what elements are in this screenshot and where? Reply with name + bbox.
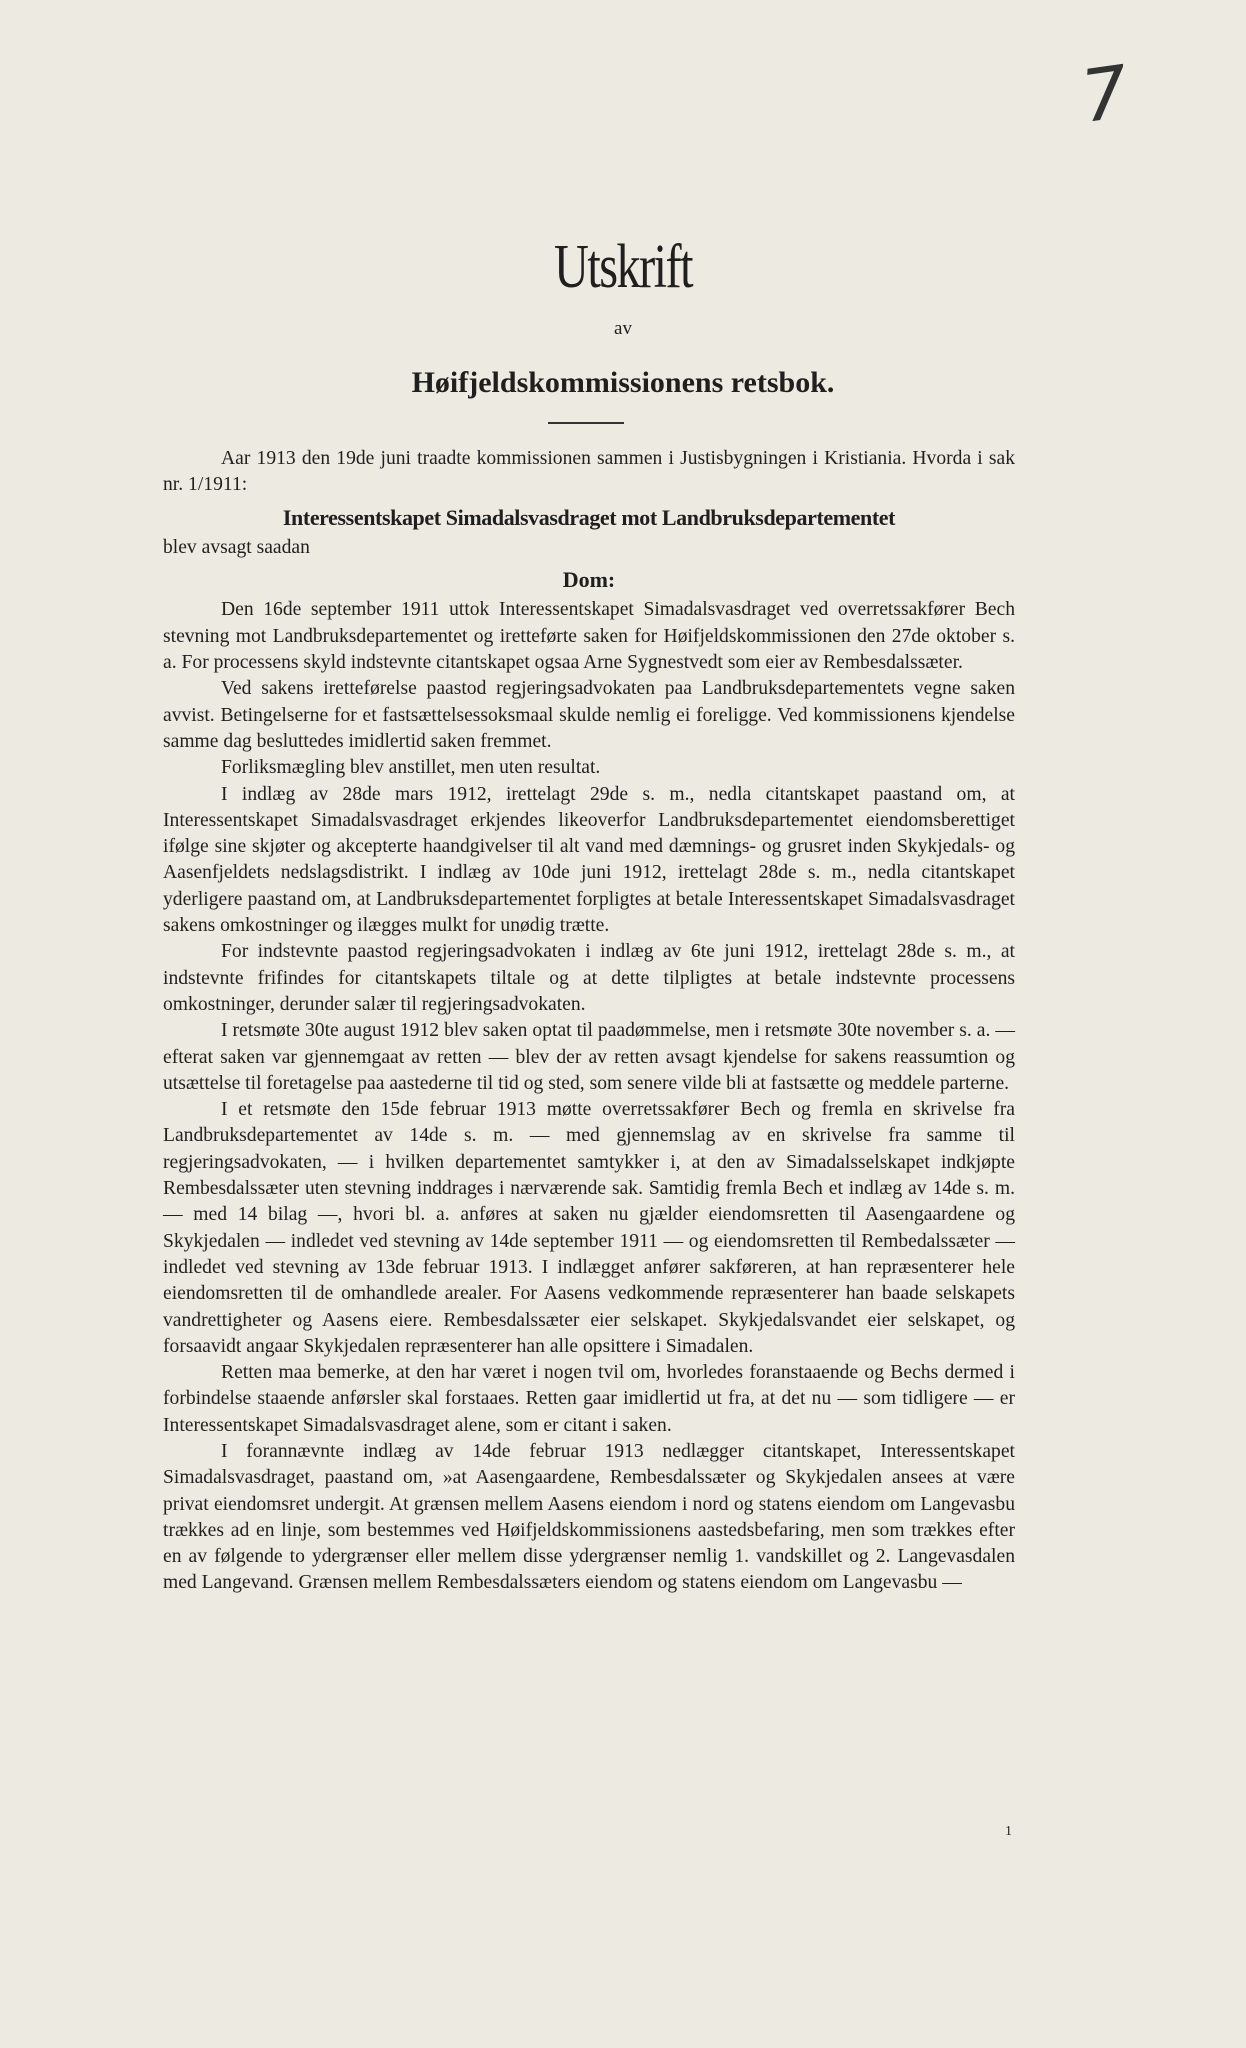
body-paragraph: Forliksmægling blev anstillet, men uten resultat. (221, 757, 601, 779)
body-paragraph: Ved sakens iretteførelse paastod regjeringsadvokaten paa Landbruksdepartementets vegne saken avvist. Betingelserne for et fastsættelsessoksmaal skulde nemlig ei foreligge. Ved kommissionens kjendelse samme dag besluttedes imidlertid saken fremmet. (163, 678, 1015, 752)
body-paragraph: I forannævnte indlæg av 14de februar 1913 nedlægger citantskapet, Interessentskapet Simadalsvasdraget, paastand om, »at Aasengaardene, Rembesdalssæter og Skykjedalen ansees at være privat eiendomsret undergit. At grænsen mellem Aasens eiendom i nord og statens eiendom om Langevasbu trækkes ad en linje, som bestemmes ved Høifjeldskommissionens aastedsbefaring, men som trækkes efter en av følgende to ydergrænser eller mellem disse ydergrænser nemlig 1. vandskillet og 2. Langevasdalen med Langevand. Grænsen mellem Rembesdalssæters eiendom og statens eiendom om Langevasbu — (163, 1440, 1015, 1594)
body-paragraph: I indlæg av 28de mars 1912, irettelagt 29de s. m., nedla citantskapet paastand om, at Interessentskapet Simadalsvasdraget erkjendes likeoverfor Landbruksdepartementet eiendomsberettiget ifølge sine skjøter og akcepterte haandgivelser til alt vand med dæmnings- og grusret inden Skykjedals- og Aasenfjeldets nedslagsdistrikt. I indlæg av 10de juni 1912, irettelagt 28de s. m., nedla citantskapet yderligere paastand om, at Landbruksdepartementet forpligtes at betale Interessentskapet Simadalsvasdraget sakens omkostninger og ilægges mulkt for unødig trætte. (163, 783, 1015, 937)
body-paragraph: I retsmøte 30te august 1912 blev saken optat til paadømmelse, men i retsmøte 30te november s. a. — efterat saken var gjennemgaat av retten — blev der av retten avsagt kjendelse for sakens reassumtion og utsættelse til foretagelse paa aastederne til tid og sted, som senere vilde bli at fastsætte og meddele parterne. (163, 1020, 1015, 1094)
body-paragraph: Den 16de september 1911 uttok Interessentskapet Simadalsvasdraget ved overretssakfører Bech stevning mot Landbruksdepartementet og iretteførte saken for Høifjeldskommissionen den 27de oktober s. a. For processens skyld indstevnte citantskapet ogsaa Arne Sygnestvedt som eier av Rembesdalssæter. (163, 599, 1015, 674)
title-divider (548, 422, 624, 424)
handwritten-page-number: 7 (1076, 49, 1134, 139)
intro-paragraph: Aar 1913 den 19de juni traadte kommissionen sammen i Justisbygningen i Kristiania. Hvorda i sak nr. 1/1911: (163, 448, 1015, 496)
document-title: Utskrift (554, 233, 692, 301)
avsagt-line: blev avsagt saadan (163, 536, 310, 558)
body-paragraph: For indstevnte paastod regjeringsadvokaten i indlæg av 6te juni 1912, irettelagt 28de s. m., at indstevnte frifindes for citantskapets tiltale og at dette tilpligtes at betale indstevnte processens omkostninger, derunder salær til regjeringsadvokaten. (163, 941, 1015, 1015)
case-title: Interessentskapet Simadalsvasdraget mot Landbruksdepartementet (282, 504, 896, 530)
dom-heading: Dom: (562, 567, 616, 593)
body-paragraph: Retten maa bemerke, at den har været i nogen tvil om, hvorledes foranstaaende og Bechs dermed i forbindelse staaende anførsler skal forstaaes. Retten gaar imidlertid ut fra, at det nu — som tidligere — er Interessentskapet Simadalsvasdraget alene, som er citant i saken. (163, 1362, 1015, 1436)
document-subtitle: Høifjeldskommissionens retsbok. (411, 366, 835, 399)
document-body (163, 446, 1015, 1597)
body-paragraph: I et retsmøte den 15de februar 1913 møtte overretssakfører Bech og fremla en skrivelse fra Landbruksdepartementet av 14de s. m. — med gjennemslag av en skrivelse fra samme til regjeringsadvokaten, — i hvilken departementet samtykker i, at den av Simadalsselskapet indkjøpte Rembesdalssæter uten stevning inddrages i nærværende sak. Samtidig fremla Bech et indlæg av 14de s. m. — med 14 bilag —, hvori bl. a. anføres at saken nu gjælder eiendomsretten til Aasengaardene og Skykjedalen — indledet ved stevning av 14de september 1911 — og eiendomsretten til Rembedalssæter — indledet ved stevning av 13de februar 1913. I indlægget anfører sakføreren, at han repræsenterer hele eiendomsretten til de omhandlede arealer. For Aasens vedkommende repræsenterer han baade selskapets vandrettigheter og Aasens eiere. Rembesdalssæter eier selskapet. Skykjedalsvandet eier selskapet, og forsaavidt angaar Skykjedalen repræsenterer han alle opsittere i Simadalen. (163, 1099, 1015, 1357)
title-connector: av (614, 318, 632, 339)
page-number: 1 (1005, 1824, 1012, 1839)
